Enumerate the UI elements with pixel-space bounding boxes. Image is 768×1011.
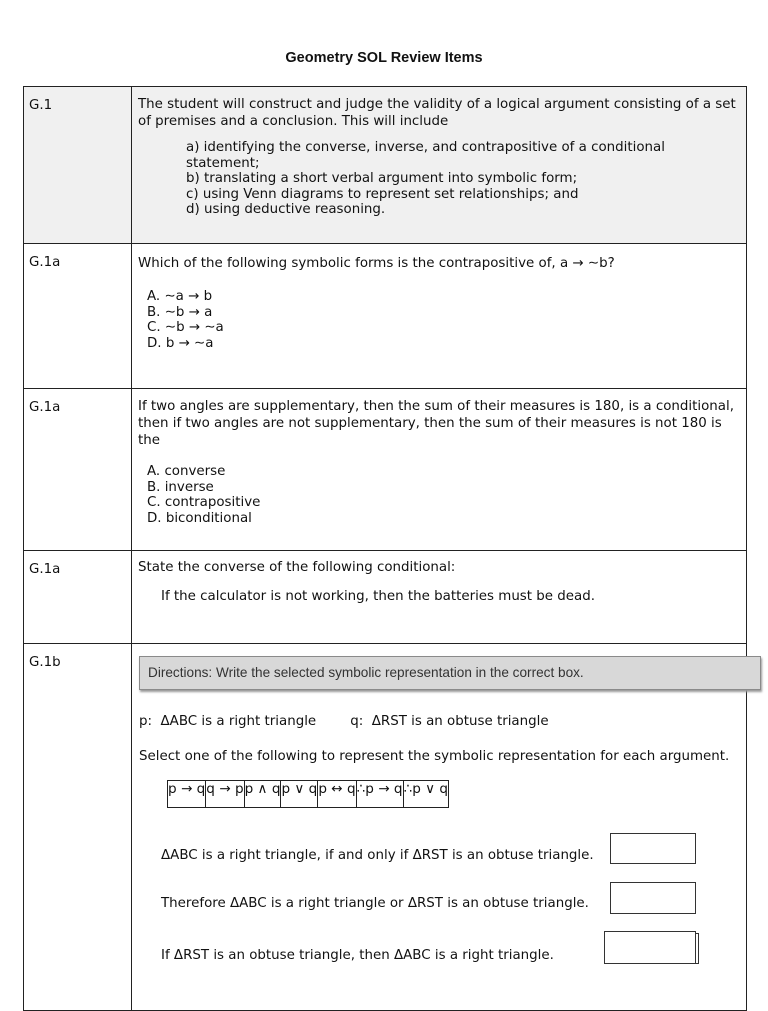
- answer-box[interactable]: [604, 931, 696, 964]
- answer-choice: C. contrapositive: [147, 495, 261, 510]
- answer-box[interactable]: [610, 833, 696, 864]
- question-cell: [132, 389, 747, 551]
- symbol-choices: [167, 780, 449, 808]
- directions-banner: Directions: Write the selected symbolic representation in the correct box.: [139, 656, 761, 690]
- argument-statement: Therefore ΔABC is a right triangle or ΔRST is an obtuse triangle.: [161, 896, 589, 911]
- standard-code: G.1a: [24, 389, 132, 551]
- table-row: [24, 87, 747, 244]
- answer-choice: B. inverse: [147, 479, 214, 495]
- standard-code: G.1a: [24, 551, 132, 644]
- table-row: [24, 244, 747, 389]
- list-item: c) using Venn diagrams to represent set relationships; and: [186, 186, 579, 202]
- symbol-option: ∴p → q: [356, 781, 403, 808]
- standard-description: [132, 87, 747, 244]
- conditional-statement: If the calculator is not working, then the batteries must be dead.: [161, 589, 595, 604]
- table-row: [24, 389, 747, 551]
- answer-choices: [138, 464, 738, 526]
- premise-definitions: p: ΔABC is a right triangle q: ΔRST is an obtuse triangle: [139, 714, 549, 729]
- symbol-option: p → q: [168, 781, 206, 808]
- instruction-text: Select one of the following to represent the symbolic representation for each argument.: [139, 749, 730, 764]
- standard-lead-text: The student will construct and judge the validity of a logical argument consisting of a set of premises and a conclusion. This will include: [138, 97, 736, 129]
- symbol-option: ∴p ∨ q: [403, 781, 449, 808]
- argument-statement: If ΔRST is an obtuse triangle, then ΔABC is a right triangle.: [161, 948, 554, 963]
- answer-choice: A. converse: [147, 464, 226, 479]
- answer-box[interactable]: [610, 882, 696, 914]
- question-cell: [132, 244, 747, 389]
- argument-statement: ΔABC is a right triangle, if and only if ΔRST is an obtuse triangle.: [161, 848, 594, 863]
- answer-choice: D. biconditional: [147, 510, 252, 526]
- symbol-option: p ↔ q: [318, 781, 356, 808]
- question-text: State the converse of the following conditional:: [138, 560, 456, 575]
- standard-item-list: [138, 140, 738, 218]
- list-item: b) translating a short verbal argument into symbolic form;: [186, 171, 578, 186]
- question-text: Which of the following symbolic forms is the contrapositive of, a → ∼b?: [138, 256, 615, 271]
- standard-code: G.1a: [24, 244, 132, 389]
- standard-code: G.1: [24, 87, 132, 244]
- review-table: [23, 86, 747, 1011]
- answer-choices: [138, 289, 738, 351]
- answer-choice: A. ∼a → b: [147, 289, 213, 304]
- list-item: d) using deductive reasoning.: [186, 202, 386, 217]
- answer-choice: C. ∼b → ∼a: [147, 320, 224, 335]
- question-text: If two angles are supplementary, then the sum of their measures is 180, is a conditional, then if two angles are not supplementary, then the sum of their measures is not 180 is the: [138, 399, 734, 448]
- table-row: [24, 551, 747, 644]
- answer-choice: B. ∼b → a: [147, 304, 213, 320]
- page-title: Geometry SOL Review Items: [285, 50, 483, 66]
- question-cell: [132, 551, 747, 644]
- list-item: a) identifying the converse, inverse, and contrapositive of a conditional statement;: [186, 140, 665, 171]
- symbol-option: q → p: [206, 781, 244, 808]
- answer-choice: D. b → ∼a: [147, 335, 214, 351]
- standard-code: G.1b: [24, 644, 132, 1011]
- symbol-option: p ∨ q: [281, 781, 318, 808]
- symbol-option: p ∧ q: [244, 781, 281, 808]
